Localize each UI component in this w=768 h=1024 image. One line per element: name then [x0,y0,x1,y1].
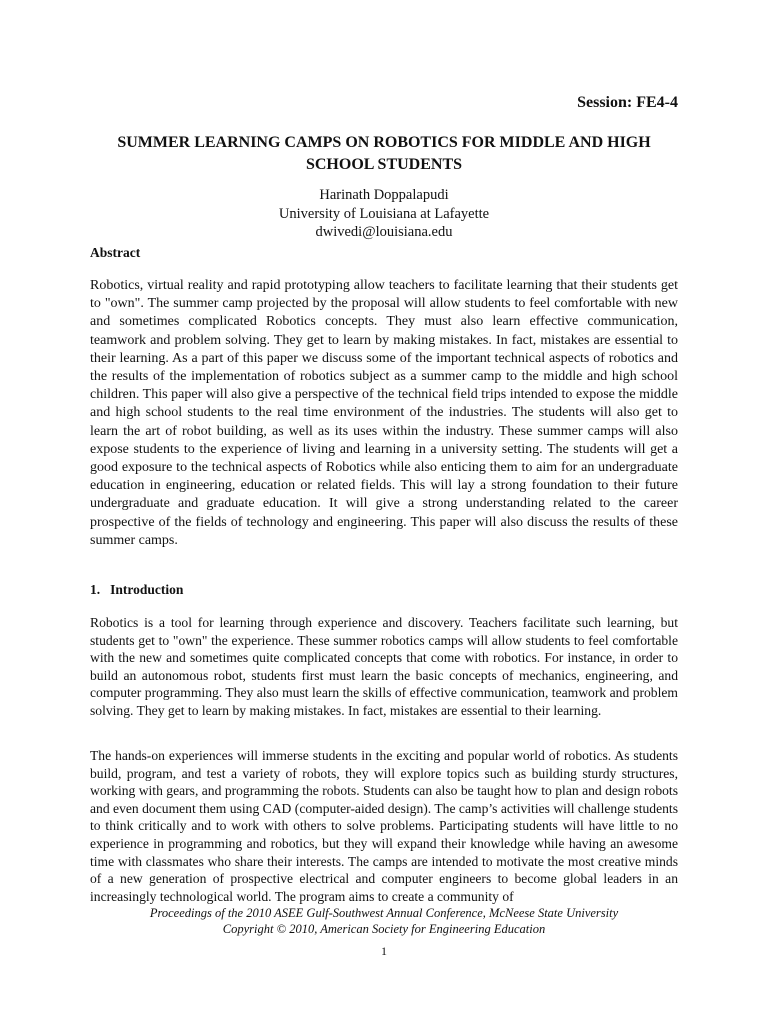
author-name: Harinath Doppalapudi [319,187,449,203]
abstract-text: Robotics, virtual reality and rapid prototyping allow teachers to facilitate learning that their students get to "own". The summer camp projected by the proposal will allow students to feel comfortable with new and sometimes complicated Robotics concepts. They must also learn effective communication, teamwork and problem solving. They get to learn by making mistakes. In fact, mistakes are essential to their learning. As a part of this paper we discuss some of the important technical aspects of robotics and the results of the implementation of robotics subject as a summer camp to the middle and high school children. This paper will also give a perspective of the technical field trips intended to expose the middle and high school students to the real time environment of the industries. The students will also get to learn the art of robot building, as well as its uses within the industry. These summer camps will also expose students to the experience of living and learning in a university setting. The students will get a good exposure to the technical aspects of Robotics while also enticing them to aim for an undergraduate education in engineering, education or related fields. This will lay a strong foundation to their future undergraduate and graduate education. It will give a strong understanding related to the career prospective of the fields of technology and engineering. This paper will also discuss the results of these summer camps. [90,278,678,548]
proceedings-footer [90,905,678,937]
section-number: 1. [90,582,101,597]
author-email: dwivedi@louisiana.edu [315,224,453,240]
paper-title: SUMMER LEARNING CAMPS ON ROBOTICS FOR MIDDLE AND HIGH SCHOOL STUDENTS [117,134,651,173]
abstract-heading: Abstract [90,245,141,260]
footer-copyright-line: Copyright © 2010, American Society for Engineering Education [222,922,546,936]
introduction-paragraph-2: The hands-on experiences will immerse students in the exciting and popular world of robotics. As students build, program, and test a variety of robots, they will explore topics such as building sturdy structures, working with gears, and programming the robots. Students can also be taught how to plan and design robots and even document them using CAD (computer-aided design). The camp’s activities will challenge students to think critically and to work with others to solve problems. Participating students will have little to no experience in programming and robotics, but they will expand their knowledge while having an awesome time with classmates who share their interests. The camps are intended to motivate the most creative minds of a new generation of prospective electrical and computer engineers to become global leaders in an increasingly technological world. The program aims to create a community of [90,748,678,904]
session-label: Session: FE4-4 [577,94,678,111]
section-title: Introduction [110,582,184,597]
author-block [90,186,678,242]
page-number: 1 [381,944,387,958]
footer-proceedings-line: Proceedings of the 2010 ASEE Gulf-Southwest Annual Conference, McNeese State University [149,906,619,920]
author-affiliation: University of Louisiana at Lafayette [278,205,490,222]
introduction-heading [90,582,183,598]
introduction-paragraph-1: Robotics is a tool for learning through experience and discovery. Teachers facilitate such learning, but students get to "own" the experience. These summer robotics camps will allow students to feel comfortable with the new and sometimes quite complicated concepts that come with robotics. For instance, in order to build an autonomous robot, students first must learn the basic concepts of mechanics, engineering, and computer programming. They also must learn the skills of effective communication, teamwork and problem solving. They get to learn by making mistakes. In fact, mistakes are essential to their learning. [90,615,678,718]
